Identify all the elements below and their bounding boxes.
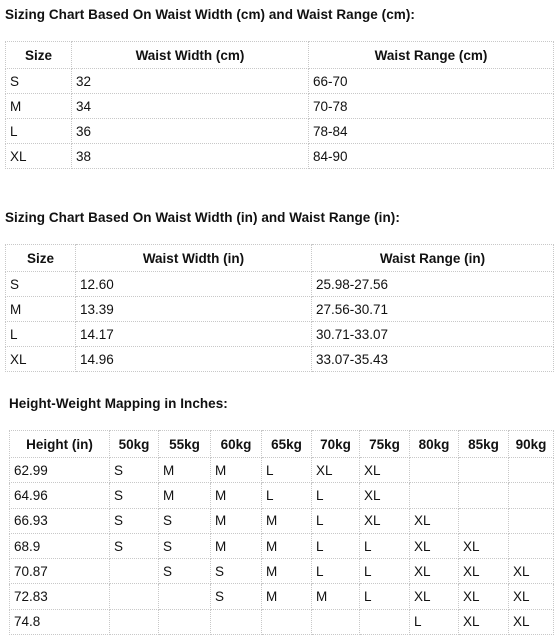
cell-size: XL <box>410 508 459 533</box>
cell-size: M <box>312 584 360 609</box>
cell-size: S <box>159 559 211 584</box>
table-row <box>6 347 554 372</box>
header-waist-range: Waist Range (in) <box>312 245 554 272</box>
header-weight: 60kg <box>211 431 262 458</box>
cell-waist-width: 36 <box>72 119 309 144</box>
cell-size <box>509 508 554 533</box>
height-weight-table <box>9 430 554 635</box>
table-row <box>10 508 554 533</box>
cell-size: XL <box>509 584 554 609</box>
cell-height: 68.9 <box>10 533 110 558</box>
cell-height: 74.8 <box>10 609 110 634</box>
cell-size: XL <box>6 347 76 372</box>
cell-size: XL <box>360 458 410 483</box>
table-row <box>6 322 554 347</box>
cell-waist-width: 14.96 <box>76 347 312 372</box>
table-row <box>10 483 554 508</box>
cell-size: S <box>6 272 76 297</box>
header-weight: 50kg <box>110 431 159 458</box>
header-waist-width: Waist Width (cm) <box>72 42 309 69</box>
cell-size: M <box>6 94 72 119</box>
table-row <box>6 69 554 94</box>
cell-size: M <box>6 297 76 322</box>
cell-size: S <box>110 533 159 558</box>
cell-height: 66.93 <box>10 508 110 533</box>
cell-size: L <box>312 559 360 584</box>
table-row <box>6 297 554 322</box>
cell-waist-range: 30.71-33.07 <box>312 322 554 347</box>
header-weight: 80kg <box>410 431 459 458</box>
cell-waist-width: 34 <box>72 94 309 119</box>
cell-waist-range: 70-78 <box>309 94 554 119</box>
cell-size: XL <box>459 609 509 634</box>
table-row <box>10 533 554 558</box>
cell-size: XL <box>459 584 509 609</box>
cell-size <box>211 609 262 634</box>
table-row <box>6 144 554 169</box>
cell-waist-range: 25.98-27.56 <box>312 272 554 297</box>
cell-size: S <box>211 559 262 584</box>
header-size: Size <box>6 245 76 272</box>
cell-size: XL <box>509 559 554 584</box>
header-size: Size <box>6 42 72 69</box>
cell-size: S <box>159 508 211 533</box>
cell-size: M <box>262 508 312 533</box>
cell-waist-width: 12.60 <box>76 272 312 297</box>
header-waist-range: Waist Range (cm) <box>309 42 554 69</box>
cell-height: 70.87 <box>10 559 110 584</box>
cell-size: XL <box>410 584 459 609</box>
cell-size: XL <box>459 533 509 558</box>
cell-height: 64.96 <box>10 483 110 508</box>
cell-size <box>509 458 554 483</box>
header-height: Height (in) <box>10 431 110 458</box>
table-row <box>10 584 554 609</box>
header-weight: 75kg <box>360 431 410 458</box>
table-row <box>6 94 554 119</box>
cell-size: L <box>410 609 459 634</box>
cell-size <box>459 483 509 508</box>
cell-size: XL <box>509 609 554 634</box>
cell-waist-width: 32 <box>72 69 309 94</box>
header-waist-width: Waist Width (in) <box>76 245 312 272</box>
cell-size: L <box>312 533 360 558</box>
cell-size: L <box>312 508 360 533</box>
cell-size <box>509 483 554 508</box>
cell-size <box>410 483 459 508</box>
cell-size <box>410 458 459 483</box>
cell-size: L <box>262 483 312 508</box>
cell-size: L <box>360 559 410 584</box>
cell-size <box>159 609 211 634</box>
cell-size: S <box>159 533 211 558</box>
cell-size <box>159 584 211 609</box>
header-weight: 55kg <box>159 431 211 458</box>
cell-size <box>360 609 410 634</box>
cell-size: S <box>6 69 72 94</box>
cell-waist-range: 33.07-35.43 <box>312 347 554 372</box>
cell-size <box>110 559 159 584</box>
cell-height: 62.99 <box>10 458 110 483</box>
section-title-waist-cm: Sizing Chart Based On Waist Width (cm) and Waist Range (cm): <box>5 7 415 22</box>
cell-waist-width: 13.39 <box>76 297 312 322</box>
cell-size: M <box>211 483 262 508</box>
cell-size: M <box>159 483 211 508</box>
cell-size: L <box>262 458 312 483</box>
cell-size: XL <box>6 144 72 169</box>
cell-size: M <box>211 458 262 483</box>
cell-size: XL <box>360 483 410 508</box>
cell-size: L <box>360 584 410 609</box>
cell-size: M <box>262 533 312 558</box>
cell-size: L <box>6 119 72 144</box>
cell-size <box>459 458 509 483</box>
header-weight: 85kg <box>459 431 509 458</box>
cell-waist-range: 78-84 <box>309 119 554 144</box>
header-weight: 90kg <box>509 431 554 458</box>
cell-size <box>459 508 509 533</box>
cell-waist-width: 38 <box>72 144 309 169</box>
cell-size <box>509 533 554 558</box>
cell-waist-width: 14.17 <box>76 322 312 347</box>
cell-size <box>110 609 159 634</box>
cell-size: M <box>262 559 312 584</box>
cell-size: M <box>211 533 262 558</box>
waist-in-table <box>5 244 554 372</box>
cell-size: L <box>6 322 76 347</box>
cell-size: L <box>360 533 410 558</box>
cell-size: XL <box>312 458 360 483</box>
cell-size <box>110 584 159 609</box>
cell-size: S <box>110 508 159 533</box>
cell-height: 72.83 <box>10 584 110 609</box>
cell-waist-range: 66-70 <box>309 69 554 94</box>
waist-cm-table <box>5 41 554 169</box>
section-title-waist-in: Sizing Chart Based On Waist Width (in) and Waist Range (in): <box>5 210 400 225</box>
cell-size: M <box>159 458 211 483</box>
cell-size <box>262 609 312 634</box>
cell-size: M <box>262 584 312 609</box>
cell-size: XL <box>360 508 410 533</box>
cell-size: S <box>110 483 159 508</box>
table-row <box>6 272 554 297</box>
cell-size: M <box>211 508 262 533</box>
header-weight: 70kg <box>312 431 360 458</box>
cell-waist-range: 84-90 <box>309 144 554 169</box>
cell-size: S <box>211 584 262 609</box>
section-title-height-weight: Height-Weight Mapping in Inches: <box>9 396 228 411</box>
table-row <box>10 458 554 483</box>
cell-size: XL <box>410 533 459 558</box>
cell-size: XL <box>459 559 509 584</box>
cell-size: S <box>110 458 159 483</box>
cell-size: L <box>312 483 360 508</box>
table-row <box>6 119 554 144</box>
cell-waist-range: 27.56-30.71 <box>312 297 554 322</box>
table-row <box>10 609 554 634</box>
header-weight: 65kg <box>262 431 312 458</box>
table-row <box>10 559 554 584</box>
cell-size <box>312 609 360 634</box>
cell-size: XL <box>410 559 459 584</box>
